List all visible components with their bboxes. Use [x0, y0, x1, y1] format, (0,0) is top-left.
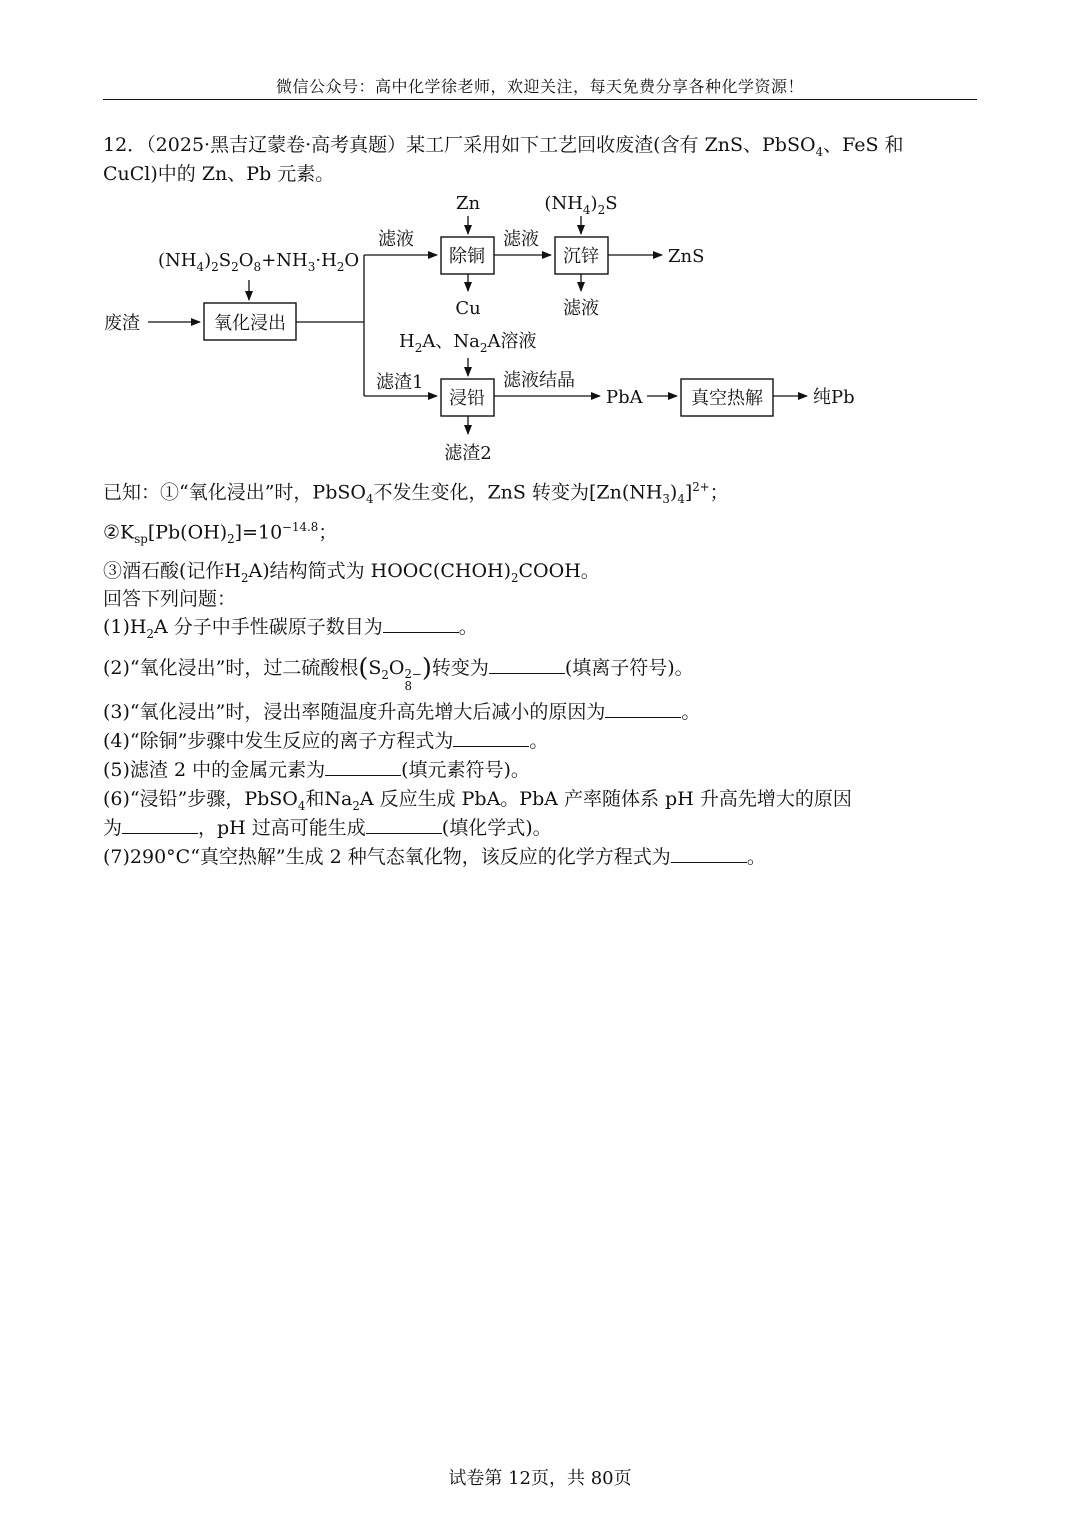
page-footer: 试卷第 12页，共 80页 — [448, 1468, 632, 1489]
question-1: $(1)H_2A$ 分子中手性碳原子数目为 。 — [103, 612, 983, 649]
question-intro-line2: CuCl)中的 Zn、Pb 元素。 — [103, 163, 335, 185]
header-rule — [103, 99, 977, 100]
page-header: 微信公众号：高中化学徐老师，欢迎关注，每天免费分享各种化学资源！ — [275, 77, 804, 96]
answer-blank-5[interactable] — [325, 756, 401, 776]
known-item-2: $②K_{sp}[Pb(OH)_2]=10^{-14.8}$； — [103, 520, 338, 547]
answer-blank-1[interactable] — [383, 613, 459, 633]
answer-prompt: 回答下列问题： — [103, 588, 237, 610]
answer-blank-6a[interactable] — [122, 814, 198, 834]
box-zn-precip-label: 沉锌 — [563, 246, 599, 267]
residue2-label: 滤渣2 — [444, 443, 492, 464]
waste-residue-label: 废渣 — [104, 313, 140, 334]
zn-reagent: Zn — [455, 193, 481, 214]
question-4: (4)“除铜”步骤中发生反应的离子方程式为 。 — [103, 726, 983, 756]
process-flowchart — [100, 186, 900, 471]
question-3: (3)“氧化浸出”时，浸出率随温度升高先增大后减小的原因为 。 — [103, 697, 983, 727]
known-item-3: ③酒石酸(记作$H_2A$)结构简式为 $HOOC(CHOH)_2COOH$。 — [103, 560, 600, 585]
zns-product: ZnS — [668, 246, 705, 267]
ammonium-sulfide-reagent: $(NH_4)_2S$ — [544, 193, 618, 217]
answer-blank-2[interactable] — [489, 654, 565, 674]
question-intro-line1: 12．（2025·黑吉辽蒙卷·高考真题）某工厂采用如下工艺回收废渣(含有 ZnS、PbSO$_4$、FeS 和 — [103, 134, 904, 159]
question-6-line1: (6)“浸铅”步骤，PbSO$_4$和$Na_2A$ 反应生成 PbA。PbA 产率随体系 pH 升高先增大的原因 — [103, 788, 852, 813]
pure-pb-product: 纯Pb — [813, 387, 855, 408]
box-oxidize-label: 氧化浸出 — [214, 313, 286, 334]
answer-blank-6b[interactable] — [366, 814, 442, 834]
box-vacuum-label: 真空热解 — [691, 388, 763, 409]
question-6-line2: 为 ，pH 过高可能生成 (填化学式)。 — [103, 813, 983, 843]
question-7: (7)290°C“真空热解”生成 2 种气态氧化物，该反应的化学方程式为 。 — [103, 842, 983, 872]
pba-product: PbA — [606, 387, 643, 408]
answer-blank-4[interactable] — [453, 727, 529, 747]
label-filtrate: 滤液 — [378, 229, 414, 250]
answer-blank-3[interactable] — [605, 698, 681, 718]
tartaric-reagent: $H_2A$、$Na_2A$溶液 — [399, 331, 537, 355]
question-5: (5)滤渣 2 中的金属元素为 (填元素符号)。 — [103, 755, 983, 785]
cu-product: Cu — [455, 298, 481, 319]
label-filtrate-2: 滤液 — [503, 229, 539, 250]
box-leach-pb-label: 浸铅 — [449, 388, 485, 409]
question-2: (2)“氧化浸出”时，过二硫酸根($S_2O$ 2− 8 )转变为 (填离子符号)。 — [103, 653, 694, 693]
label-crystallize: 滤液结晶 — [503, 370, 575, 391]
known-item-1: 已知：①“氧化浸出”时，PbSO$_4$不发生变化，ZnS 转变为$[Zn(NH_3)_4]^{2+}$； — [103, 480, 729, 507]
reagent-persulfate-ammonia: $(NH_4)_2S_2O_8+NH_3\cdot H_2O$ — [158, 250, 360, 274]
filtrate-out-label: 滤液 — [563, 298, 599, 319]
label-residue1: 滤渣1 — [376, 372, 424, 393]
box-remove-cu-label: 除铜 — [449, 246, 485, 267]
answer-blank-7[interactable] — [671, 843, 747, 863]
